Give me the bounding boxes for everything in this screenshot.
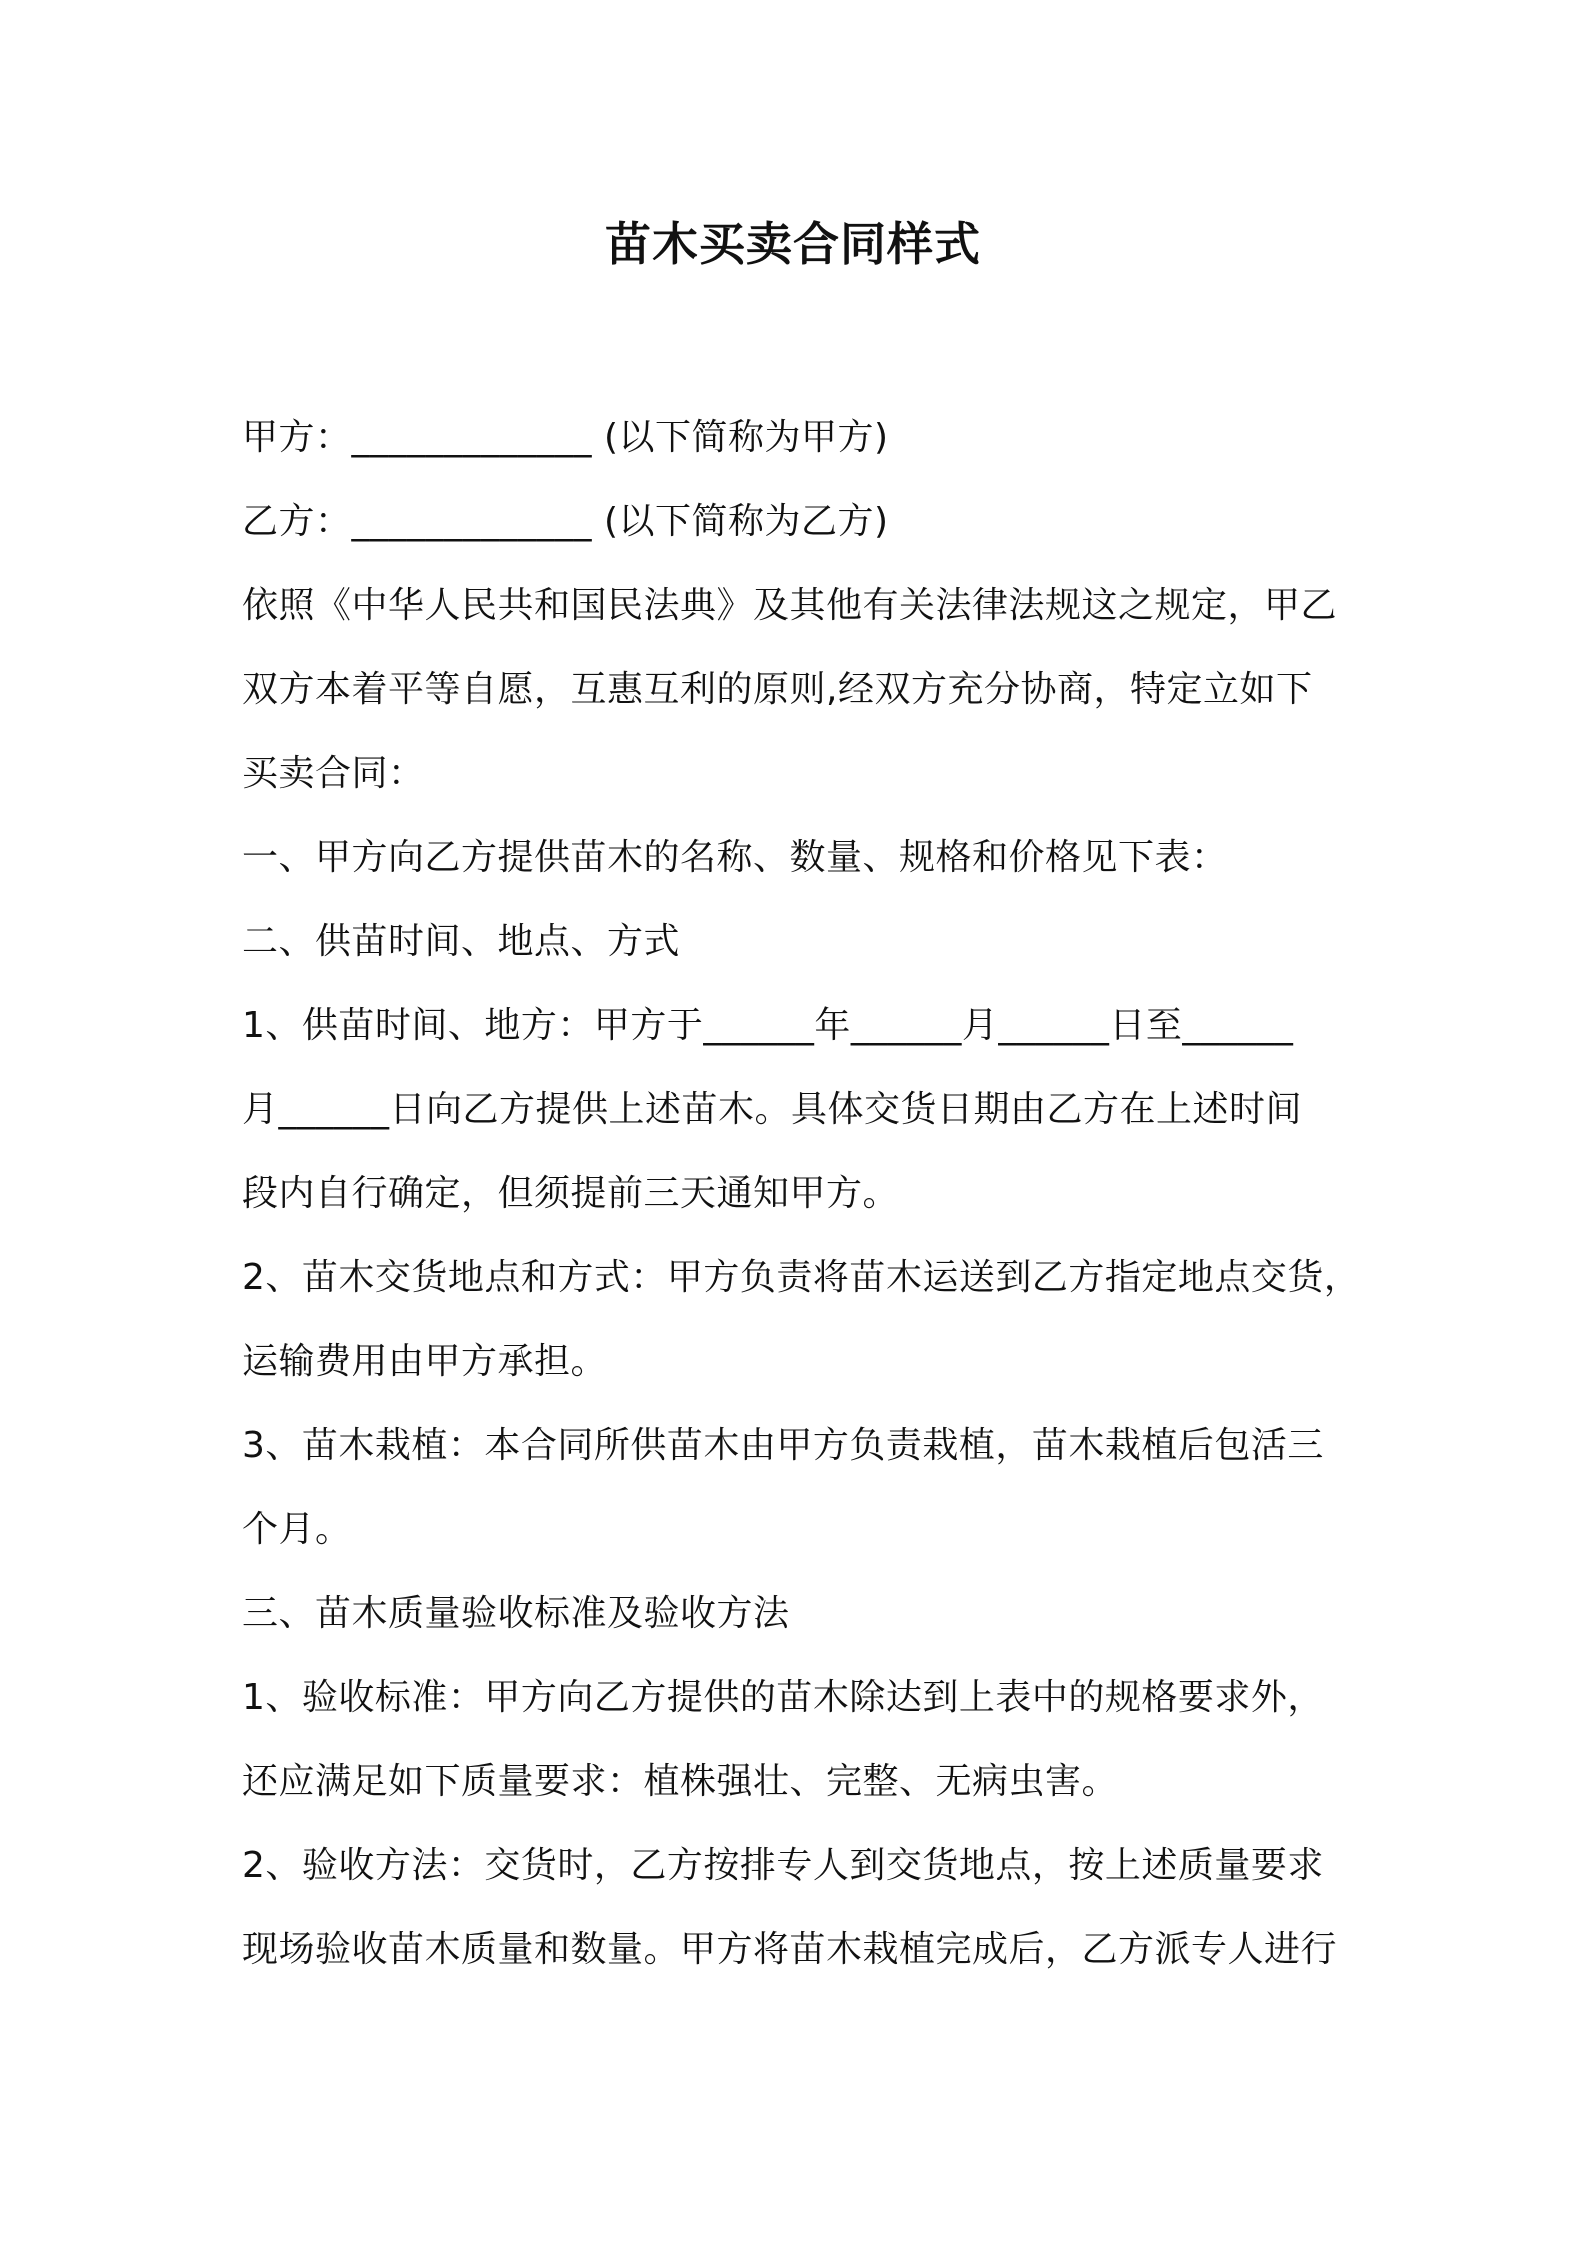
paragraph-line: 双方本着平等自愿，互惠互利的原则,经双方充分协商，特定立如下 <box>242 669 1313 710</box>
paragraph-line: 3、苗木栽植：本合同所供苗木由甲方负责栽植，苗木栽植后包活三 <box>242 1425 1324 1466</box>
paragraph-line: 买卖合同： <box>242 753 425 794</box>
section-heading-1: 一、甲方向乙方提供苗木的名称、数量、规格和价格见下表： <box>242 837 1228 878</box>
paragraph-line: 现场验收苗木质量和数量。甲方将苗木栽植完成后，乙方派专人进行 <box>242 1929 1338 1970</box>
paragraph-line: 2、验收方法：交货时，乙方按排专人到交货地点，按上述质量要求 <box>242 1845 1324 1886</box>
paragraph-line: 还应满足如下质量要求：植株强壮、完整、无病虫害。 <box>242 1761 1119 1802</box>
paragraph-line: 1、供苗时间、地方：甲方于______年______月______日至______ <box>242 1005 1294 1046</box>
paragraph-line: 运输费用由甲方承担。 <box>242 1341 608 1382</box>
party-b-line: 乙方：_____________ (以下简称为乙方) <box>242 501 889 542</box>
paragraph-line: 1、验收标准：甲方向乙方提供的苗木除达到上表中的规格要求外， <box>242 1677 1324 1718</box>
paragraph-line: 依照《中华人民共和国民法典》及其他有关法律法规这之规定，甲乙 <box>242 585 1338 626</box>
section-heading-3: 三、苗木质量验收标准及验收方法 <box>242 1593 790 1634</box>
paragraph-line: 个月。 <box>242 1509 352 1550</box>
section-heading-2: 二、供苗时间、地点、方式 <box>242 921 681 962</box>
document-title: 苗木买卖合同样式 <box>605 217 981 271</box>
paragraph-line: 月______日向乙方提供上述苗木。具体交货日期由乙方在上述时间 <box>242 1089 1303 1130</box>
paragraph-line: 段内自行确定，但须提前三天通知甲方。 <box>242 1173 900 1214</box>
paragraph-line: 2、苗木交货地点和方式：甲方负责将苗木运送到乙方指定地点交货， <box>242 1257 1361 1298</box>
party-a-line: 甲方：_____________ (以下简称为甲方) <box>242 417 889 458</box>
